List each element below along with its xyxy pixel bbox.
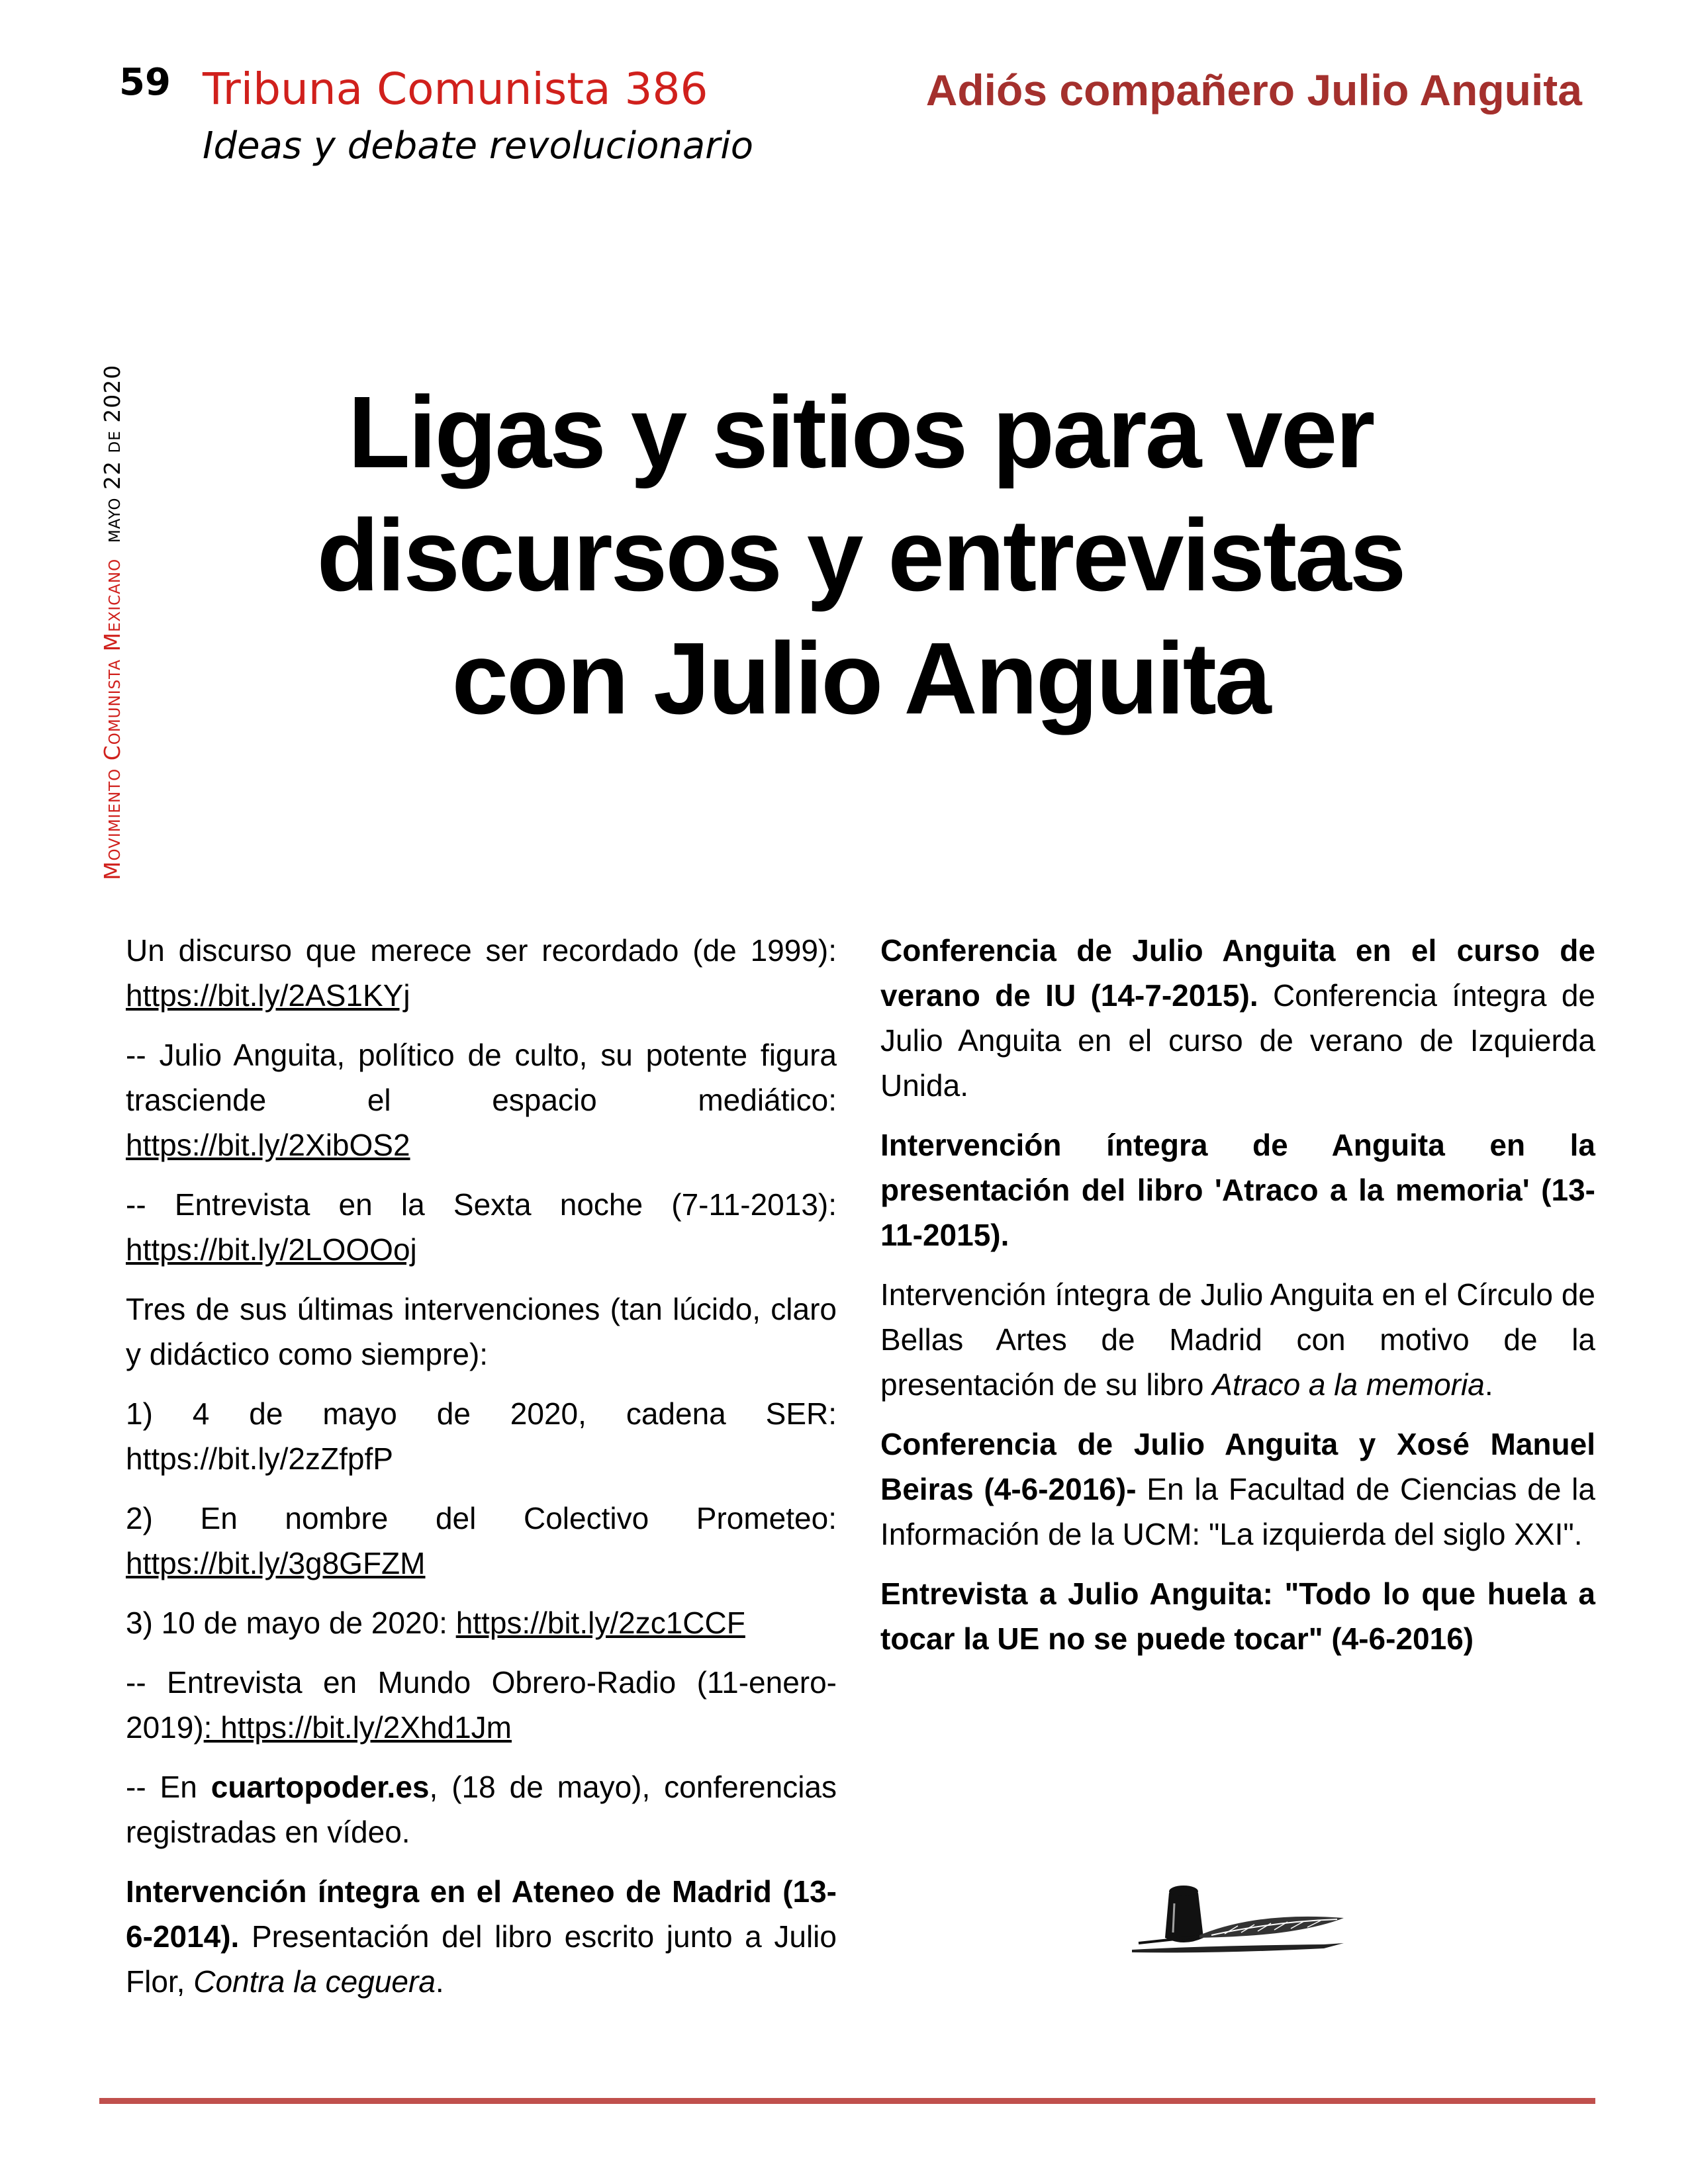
section-title: Adiós compañero Julio Anguita xyxy=(925,66,1582,114)
book-title: Atraco a la memoria xyxy=(1212,1367,1485,1402)
paragraph xyxy=(126,1496,837,1586)
entry-heading: Intervención íntegra en el Ateneo de Madrid (13-6-2014). xyxy=(126,1874,837,1954)
magazine-title: Tribuna Comunista 386 xyxy=(203,64,708,114)
paragraph xyxy=(126,1287,837,1377)
paragraph xyxy=(880,1571,1595,1661)
footer-divider xyxy=(99,2098,1595,2104)
entry-heading: Conferencia de Julio Anguita en el curso de verano de IU (14-7-2015). xyxy=(880,933,1595,1013)
paragraph xyxy=(880,1122,1595,1257)
entry-heading: Intervención íntegra de Anguita en la presentación del libro 'Atraco a la memoria' (13-11-2015). xyxy=(880,1128,1595,1252)
paragraph-text: -- Julio Anguita, político de culto, su potente figura trasciende el espacio mediático: xyxy=(126,1038,837,1117)
paragraph-text: Intervención íntegra de Julio Anguita en el Círculo de Bellas Artes de Madrid con motivo de la presentación de su libro xyxy=(880,1277,1595,1402)
paragraph-text: -- Entrevista en la Sexta noche (7-11-2013): xyxy=(126,1187,837,1222)
title-line: con Julio Anguita xyxy=(451,621,1270,735)
paragraph xyxy=(126,1764,837,1854)
vertical-sidebar xyxy=(99,365,125,880)
paragraph xyxy=(126,1032,837,1167)
paragraph-text: 2) En nombre del Colectivo Prometeo: xyxy=(126,1501,837,1535)
left-column xyxy=(126,928,837,2019)
paragraph-text: Conferencia íntegra de Julio Anguita en el curso de verano de Izquierda Unida. xyxy=(880,978,1595,1103)
entry-heading: Entrevista a Julio Anguita: "Todo lo que huela a tocar la UE no se puede tocar" (4-6-2016) xyxy=(880,1576,1595,1656)
paragraph xyxy=(126,1660,837,1750)
article-title xyxy=(218,371,1503,740)
paragraph xyxy=(880,1272,1595,1407)
paragraph-text: Presentación del libro escrito junto a Julio Flor, xyxy=(126,1919,837,1999)
inkwell-quill-icon xyxy=(1125,1872,1350,1958)
paragraph-text: En la Facultad de Ciencias de la Información de la UCM: "La izquierda del siglo XXI". xyxy=(880,1472,1595,1551)
paragraph-text: 3) 10 de mayo de 2020: xyxy=(126,1606,456,1640)
site-name: cuartopoder.es xyxy=(211,1770,430,1804)
paragraph-text: Un discurso que merece ser recordado (de 1999): xyxy=(126,933,837,968)
right-column xyxy=(880,928,1595,1676)
paragraph xyxy=(126,1869,837,2004)
paragraph xyxy=(126,928,837,1018)
link[interactable]: https://bit.ly/2LOOOoj xyxy=(126,1232,417,1267)
paragraph xyxy=(126,1182,837,1272)
link[interactable]: https://bit.ly/3g8GFZM xyxy=(126,1546,426,1580)
link[interactable]: https://bit.ly/2zc1CCF xyxy=(455,1606,745,1640)
paragraph-text: . xyxy=(1484,1367,1493,1402)
paragraph-text: 1) 4 de mayo de 2020, cadena SER: https://bit.ly/2zZfpfP xyxy=(126,1396,837,1476)
organization-name: Movimiento Comunista Mexicano xyxy=(99,558,125,880)
paragraph-text: Tres de sus últimas intervenciones (tan lúcido, claro y didáctico como siempre): xyxy=(126,1292,837,1371)
paragraph-text: . xyxy=(435,1964,444,1999)
title-line: discursos y entrevistas xyxy=(316,498,1405,612)
paragraph-text: , (18 de mayo), conferencias registradas en vídeo. xyxy=(126,1770,837,1849)
issue-date: mayo 22 de 2020 xyxy=(99,364,125,543)
paragraph xyxy=(126,1600,837,1645)
paragraph xyxy=(880,928,1595,1108)
title-line: Ligas y sitios para ver xyxy=(348,375,1374,489)
paragraph xyxy=(126,1391,837,1481)
link[interactable]: : https://bit.ly/2Xhd1Jm xyxy=(203,1710,512,1745)
paragraph xyxy=(880,1422,1595,1557)
page-number: 59 xyxy=(119,61,171,104)
book-title: Contra la ceguera xyxy=(193,1964,436,1999)
magazine-tagline: Ideas y debate revolucionario xyxy=(203,124,754,167)
link[interactable]: https://bit.ly/2XibOS2 xyxy=(126,1128,410,1162)
entry-heading: Conferencia de Julio Anguita y Xosé Manuel Beiras (4-6-2016)- xyxy=(880,1427,1595,1506)
paragraph-text: -- En xyxy=(126,1770,211,1804)
paragraph-text: -- Entrevista en Mundo Obrero-Radio (11-enero-2019) xyxy=(126,1665,837,1745)
link[interactable]: https://bit.ly/2AS1KYj xyxy=(126,978,410,1013)
